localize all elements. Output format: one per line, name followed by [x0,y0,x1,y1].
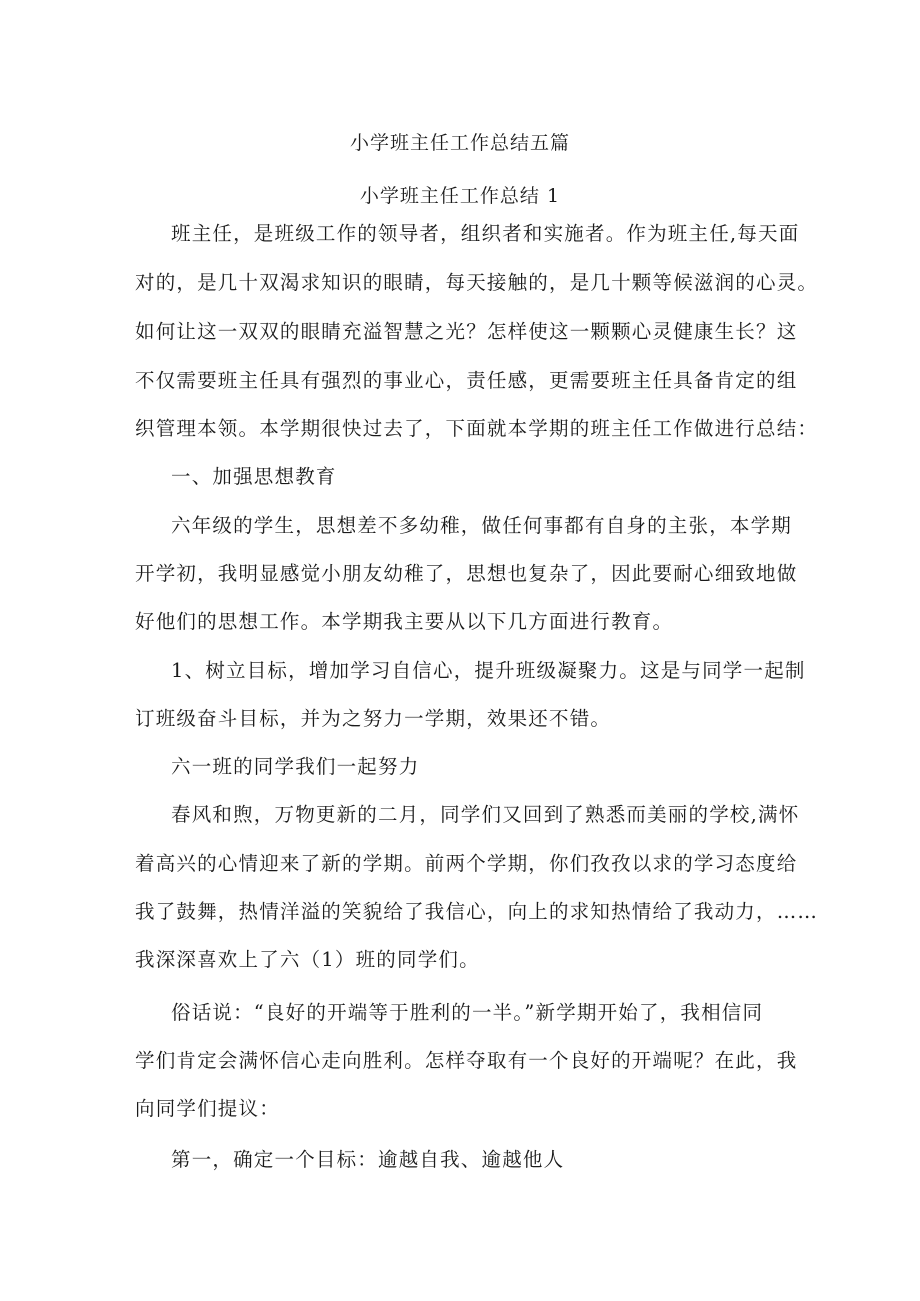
section-heading: 一、加强思想教育 [171,465,337,488]
paragraph-line: 1、树立目标，增加学习自信心，提升班级凝聚力。这是与同学一起制 [171,659,806,682]
paragraph-line: 学们肯定会满怀信心走向胜利。怎样夺取有一个良好的开端呢？在此，我 [135,1049,798,1072]
paragraph-line: 开学初，我明显感觉小朋友幼稚了，思想也复杂了，因此要耐心细致地做 [135,562,798,585]
paragraph-line: 班主任，是班级工作的领导者，组织者和实施者。作为班主任,每天面 [171,222,800,245]
paragraph-line: 订班级奋斗目标，并为之努力一学期，效果还不错。 [135,707,612,730]
paragraph-line: 织管理本领。本学期很快过去了，下面就本学期的班主任工作做进行总结： [135,417,819,440]
paragraph-line: 第一，确定一个目标：逾越自我、逾越他人 [171,1148,565,1171]
paragraph-line: 春风和煦，万物更新的二月，同学们又回到了熟悉而美丽的学校,满怀 [171,803,800,826]
paragraph-line: 我深深喜欢上了六（1）班的同学们。 [135,948,480,971]
paragraph-line: 如何让这一双双的眼睛充溢智慧之光？怎样使这一颗颗心灵健康生长？这 [135,320,798,343]
paragraph-line: 好他们的思想工作。本学期我主要从以下几方面进行教育。 [135,610,674,633]
paragraph-line: 着高兴的心情迎来了新的学期。前两个学期，你们孜孜以求的学习态度给 [135,852,798,875]
section-title: 小学班主任工作总结 1 [359,185,561,207]
paragraph-line: 向同学们提议： [135,1097,280,1120]
paragraph-line: 我了鼓舞，热情洋溢的笑貌给了我信心，向上的求知热情给了我动力，…… [135,900,819,923]
paragraph-line: 不仅需要班主任具有强烈的事业心，责任感，更需要班主任具备肯定的组 [135,369,798,392]
paragraph-line: 六一班的同学我们一起努力 [171,755,420,778]
paragraph-line: 俗话说：“良好的开端等于胜利的一半。”新学期开始了，我相信同 [171,1001,764,1024]
document-title: 小学班主任工作总结五篇 [349,132,570,154]
paragraph-line: 六年级的学生，思想差不多幼稚，做任何事都有自身的主张，本学期 [171,514,793,537]
paragraph-line: 对的，是几十双渴求知识的眼睛，每天接触的，是几十颗等候滋润的心灵。 [135,271,819,294]
